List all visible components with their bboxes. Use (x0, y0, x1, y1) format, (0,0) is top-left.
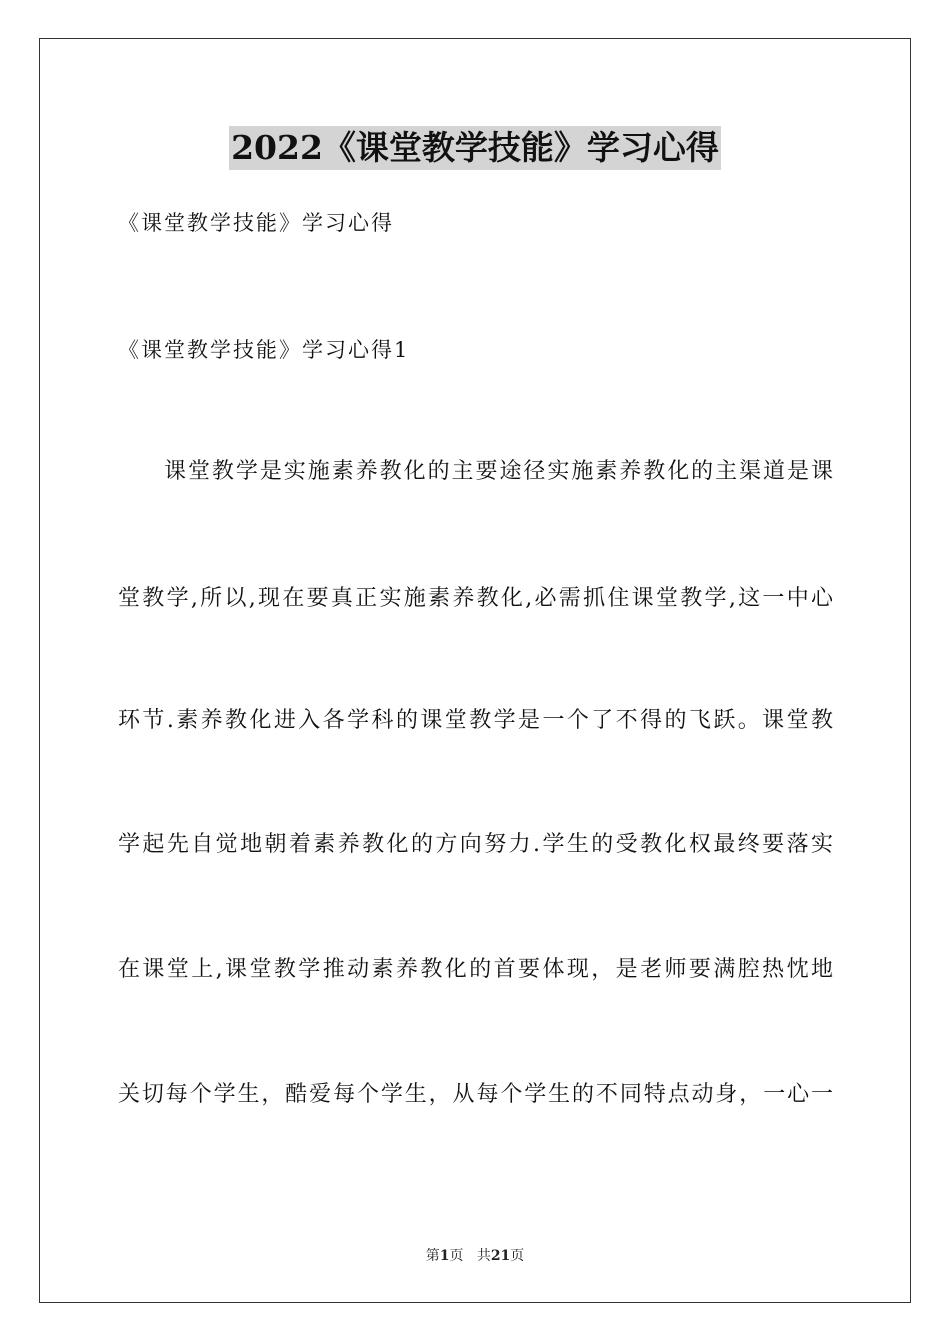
footer-page-suffix: 页 (449, 1248, 464, 1264)
footer-total-suffix: 页 (510, 1248, 525, 1264)
footer-page-prefix: 第 (425, 1248, 440, 1264)
section-heading: 《课堂教学技能》学习心得1 (118, 338, 410, 362)
page-footer (0, 1246, 950, 1266)
body-text-line: 环节.素养教化进入各学科的课堂教学是一个了不得的飞跃。课堂教 (118, 708, 833, 733)
body-text-line: 关切每个学生，酷爱每个学生，从每个学生的不同特点动身，一心一 (118, 1082, 833, 1107)
body-text-line: 课堂教学是实施素养教化的主要途径实施素养教化的主渠道是课 (164, 459, 833, 484)
body-text-line: 在课堂上,课堂教学推动素养教化的首要体现，是老师要满腔热忱地 (118, 957, 833, 982)
footer-total-prefix: 共 (476, 1248, 491, 1264)
body-text-line: 学起先自觉地朝着素养教化的方向努力.学生的受教化权最终要落实 (118, 832, 833, 857)
title-container (0, 126, 950, 170)
footer-page-number: 1 (439, 1248, 450, 1264)
document-title: 2022《课堂教学技能》学习心得 (229, 126, 721, 170)
body-text-line: 堂教学,所以,现在要真正实施素养教化,必需抓住课堂教学,这一中心 (118, 586, 833, 611)
document-subtitle: 《课堂教学技能》学习心得 (118, 211, 394, 235)
footer-total-pages: 21 (490, 1248, 511, 1264)
